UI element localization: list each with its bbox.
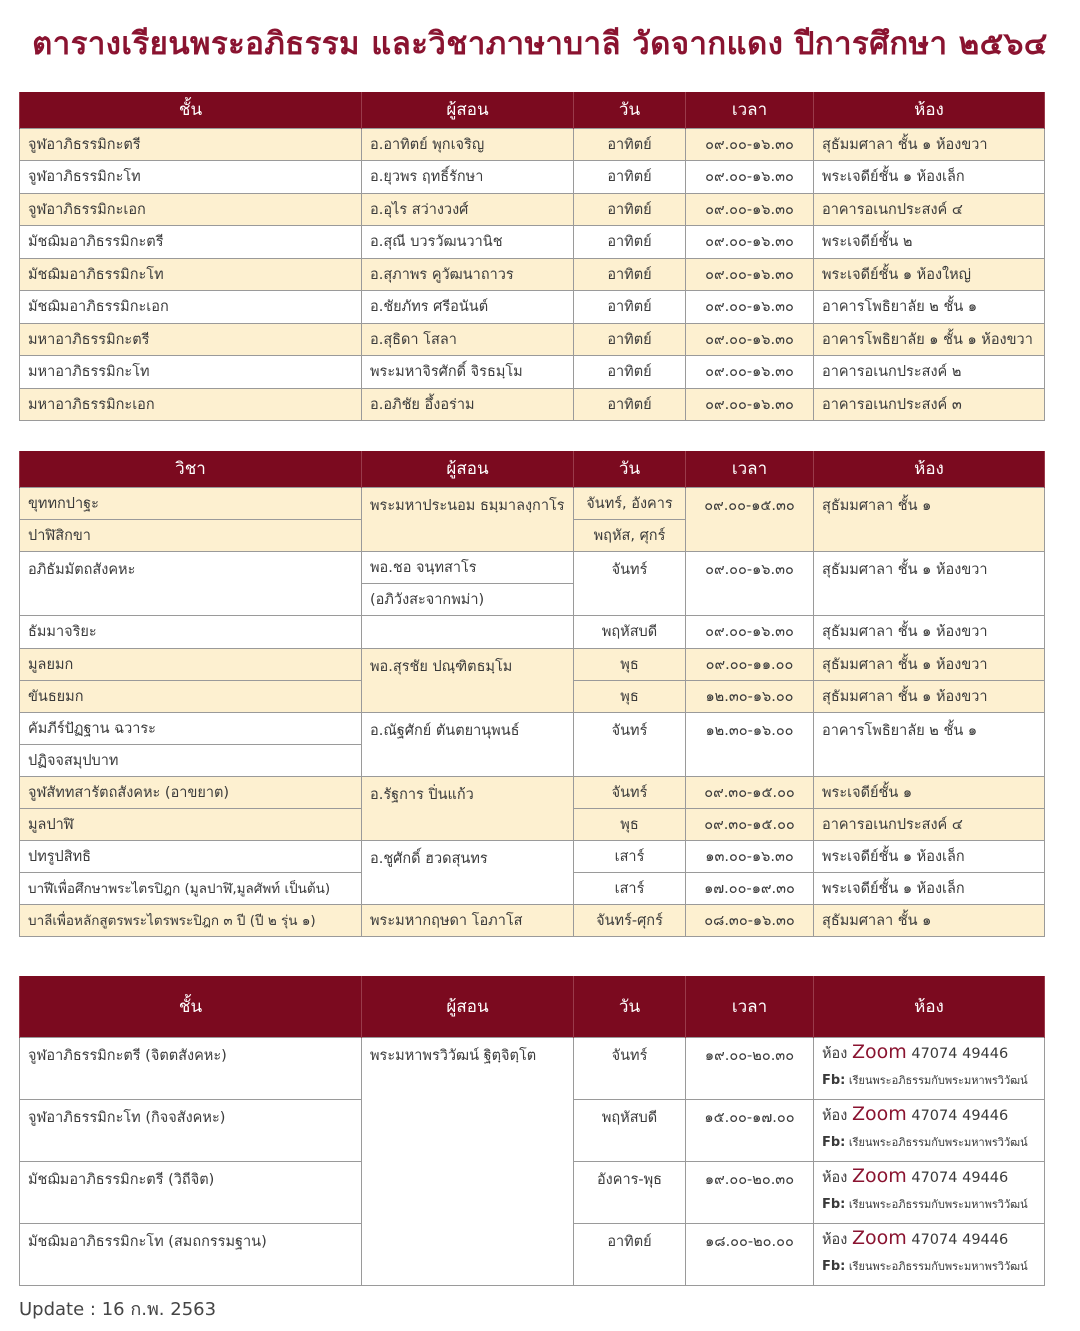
facebook-label: Fb: bbox=[822, 1072, 846, 1088]
column-header-day: วัน bbox=[574, 451, 686, 487]
column-header-day: วัน bbox=[574, 976, 686, 1037]
day-cell: จันทร์ bbox=[574, 1037, 686, 1099]
day-cell: อาทิตย์ bbox=[574, 128, 686, 161]
room-cell bbox=[814, 1037, 1045, 1099]
time-cell: ๐๙.๐๐-๑๖.๓๐ bbox=[686, 551, 814, 615]
room-cell bbox=[814, 1099, 1045, 1161]
level-cell: มหาอาภิธรรมิกะโท bbox=[20, 356, 362, 389]
day-cell: จันทร์ bbox=[574, 712, 686, 776]
level-cell: มัชฌิมอาภิธรรมิกะตรี (วิถีจิต) bbox=[20, 1161, 362, 1223]
teacher-cell: อ.ชัยภัทร ศรีอนันต์ bbox=[362, 291, 574, 324]
time-cell: ๐๙.๐๐-๑๖.๓๐ bbox=[686, 161, 814, 194]
day-cell: อาทิตย์ bbox=[574, 193, 686, 226]
teacher-cell: อ.สุณี บวรวัฒนวานิช bbox=[362, 226, 574, 259]
column-header-room: ห้อง bbox=[814, 92, 1045, 128]
time-cell: ๑๓.๐๐-๑๖.๓๐ bbox=[686, 840, 814, 872]
teacher-cell: อ.ชูศักดิ์ ฮวดสุนทร bbox=[362, 840, 574, 904]
table-row bbox=[20, 776, 1045, 808]
table-row bbox=[20, 551, 1045, 583]
room-cell: พระเจดีย์ชั้น ๒ bbox=[814, 226, 1045, 259]
column-header-time: เวลา bbox=[686, 976, 814, 1037]
day-cell: จันทร์, อังคาร bbox=[574, 487, 686, 519]
teacher-cell: พอ.ชอ จนฺทสาโร bbox=[362, 551, 574, 583]
room-cell: สุธัมมศาลา ชั้น ๑ bbox=[814, 904, 1045, 936]
day-cell: พฤหัสบดี bbox=[574, 615, 686, 648]
subject-cell: มูลยมก bbox=[20, 648, 362, 680]
room-cell bbox=[814, 1161, 1045, 1223]
column-header-teacher: ผู้สอน bbox=[362, 92, 574, 128]
teacher-cell: พอ.สุรชัย ปณฺฑิตธมฺโม bbox=[362, 648, 574, 712]
time-cell: ๐๙.๓๐-๑๕.๐๐ bbox=[686, 776, 814, 808]
room-cell: สุธัมมศาลา ชั้น ๑ bbox=[814, 487, 1045, 551]
table-row bbox=[20, 161, 1045, 194]
time-cell: ๐๘.๓๐-๑๖.๓๐ bbox=[686, 904, 814, 936]
level-cell: มัชฌิมอาภิธรรมิกะเอก bbox=[20, 291, 362, 324]
room-cell: สุธัมมศาลา ชั้น ๑ ห้องขวา bbox=[814, 615, 1045, 648]
table-row bbox=[20, 840, 1045, 872]
zoom-room-line bbox=[822, 1041, 1036, 1065]
room-cell: อาคารโพธิยาลัย ๒ ชั้น ๑ bbox=[814, 291, 1045, 324]
teacher-cell: อ.ยุวพร ฤทธิ์รักษา bbox=[362, 161, 574, 194]
level-cell: จูฬอาภิธรรมิกะตรี (จิตตสังคหะ) bbox=[20, 1037, 362, 1099]
zoom-room-line bbox=[822, 1165, 1036, 1189]
facebook-line bbox=[822, 1071, 1036, 1089]
subject-cell: ปฏิจจสมุปบาท bbox=[20, 744, 362, 776]
table-row bbox=[20, 356, 1045, 389]
online-schedule-table bbox=[19, 976, 1045, 1286]
table-row bbox=[20, 615, 1045, 648]
facebook-page-name[interactable]: เรียนพระอภิธรรมกับพระมหาพรวิวัฒน์ bbox=[848, 1073, 1028, 1087]
level-cell: มหาอาภิธรรมิกะตรี bbox=[20, 323, 362, 356]
time-cell: ๐๙.๐๐-๑๖.๓๐ bbox=[686, 226, 814, 259]
day-cell: อาทิตย์ bbox=[574, 323, 686, 356]
room-cell: สุธัมมศาลา ชั้น ๑ ห้องขวา bbox=[814, 648, 1045, 680]
day-cell: อาทิตย์ bbox=[574, 388, 686, 421]
page-title: ตารางเรียนพระอภิธรรม และวิชาภาษาบาลี วัดจากแดง ปีการศึกษา ๒๕๖๔ bbox=[32, 26, 1048, 62]
time-cell: ๑๙.๐๐-๒๐.๓๐ bbox=[686, 1161, 814, 1223]
level-cell: จูฬอาภิธรรมิกะโท (กิจจสังคหะ) bbox=[20, 1099, 362, 1161]
teacher-cell: อ.อุไร สว่างวงศ์ bbox=[362, 193, 574, 226]
teacher-cell bbox=[362, 615, 574, 648]
teacher-cell: พระมหาจิรศักดิ์ จิรธมฺโม bbox=[362, 356, 574, 389]
room-cell: สุธัมมศาลา ชั้น ๑ ห้องขวา bbox=[814, 128, 1045, 161]
time-cell: ๐๙.๐๐-๑๖.๓๐ bbox=[686, 323, 814, 356]
level-cell: จูฬอาภิธรรมิกะเอก bbox=[20, 193, 362, 226]
table-row bbox=[20, 128, 1045, 161]
level-cell: จูฬอาภิธรรมิกะตรี bbox=[20, 128, 362, 161]
day-cell: จันทร์ bbox=[574, 776, 686, 808]
table-row bbox=[20, 193, 1045, 226]
room-cell bbox=[814, 1223, 1045, 1285]
day-cell: พฤหัส, ศุกร์ bbox=[574, 519, 686, 551]
teacher-cell: อ.สุภาพร คูวัฒนาถาวร bbox=[362, 258, 574, 291]
room-cell: อาคารโพธิยาลัย ๑ ชั้น ๑ ห้องขวา bbox=[814, 323, 1045, 356]
teacher-cell: อ.อภิชัย อึ้งอร่าม bbox=[362, 388, 574, 421]
day-cell: อาทิตย์ bbox=[574, 1223, 686, 1285]
table-row bbox=[20, 487, 1045, 519]
room-cell: อาคารอเนกประสงค์ ๔ bbox=[814, 193, 1045, 226]
subject-cell: บาลีเพื่อหลักสูตรพระไตรพระปิฎก ๓ ปี (ปี ๒ รุ่น ๑) bbox=[20, 904, 362, 936]
time-cell: ๐๙.๐๐-๑๖.๓๐ bbox=[686, 291, 814, 324]
time-cell: ๐๙.๐๐-๑๖.๓๐ bbox=[686, 615, 814, 648]
teacher-cell: อ.สุธิดา โสลา bbox=[362, 323, 574, 356]
subject-cell: ขันธยมก bbox=[20, 680, 362, 712]
time-cell: ๐๙.๓๐-๑๕.๐๐ bbox=[686, 808, 814, 840]
day-cell: จันทร์ bbox=[574, 551, 686, 615]
facebook-label: Fb: bbox=[822, 1196, 846, 1212]
facebook-page-name[interactable]: เรียนพระอภิธรรมกับพระมหาพรวิวัฒน์ bbox=[848, 1197, 1028, 1211]
time-cell: ๑๗.๐๐-๑๙.๓๐ bbox=[686, 872, 814, 904]
column-header-teacher: ผู้สอน bbox=[362, 451, 574, 487]
room-prefix: ห้อง bbox=[822, 1169, 848, 1186]
day-cell: พุธ bbox=[574, 648, 686, 680]
zoom-label: Zoom bbox=[851, 1226, 907, 1249]
subject-cell: บาฬีเพื่อศึกษาพระไตรปิฎก (มูลปาฬิ,มูลศัพท์ เป็นต้น) bbox=[20, 872, 362, 904]
room-cell: พระเจดีย์ชั้น ๑ ห้องเล็ก bbox=[814, 840, 1045, 872]
column-header-day: วัน bbox=[574, 92, 686, 128]
facebook-line bbox=[822, 1257, 1036, 1275]
time-cell: ๐๙.๐๐-๑๕.๓๐ bbox=[686, 487, 814, 551]
zoom-meeting-id[interactable]: 47074 49446 bbox=[911, 1231, 1009, 1248]
facebook-label: Fb: bbox=[822, 1134, 846, 1150]
subject-cell: ขุททกปาฐะ bbox=[20, 487, 362, 519]
column-header-teacher: ผู้สอน bbox=[362, 976, 574, 1037]
day-cell: อาทิตย์ bbox=[574, 161, 686, 194]
update-note: Update : 16 ก.พ. 2563 bbox=[19, 1299, 217, 1320]
table-row bbox=[20, 388, 1045, 421]
zoom-room-line bbox=[822, 1227, 1036, 1251]
column-header-time: เวลา bbox=[686, 451, 814, 487]
table-row bbox=[20, 1037, 1045, 1099]
room-cell: อาคารอเนกประสงค์ ๒ bbox=[814, 356, 1045, 389]
level-cell: มัชฌิมอาภิธรรมิกะโท bbox=[20, 258, 362, 291]
subject-cell: คัมภีร์ปัฏฐาน ฉวาระ bbox=[20, 712, 362, 744]
day-cell: เสาร์ bbox=[574, 840, 686, 872]
day-cell: พฤหัสบดี bbox=[574, 1099, 686, 1161]
room-cell: พระเจดีย์ชั้น ๑ ห้องใหญ่ bbox=[814, 258, 1045, 291]
room-cell: อาคารโพธิยาลัย ๒ ชั้น ๑ bbox=[814, 712, 1045, 776]
time-cell: ๑๒.๓๐-๑๖.๐๐ bbox=[686, 680, 814, 712]
pali-schedule-table bbox=[19, 451, 1045, 937]
day-cell: จันทร์-ศุกร์ bbox=[574, 904, 686, 936]
day-cell: อังคาร-พุธ bbox=[574, 1161, 686, 1223]
teacher-cell: (อภิวังสะจากพม่า) bbox=[362, 583, 574, 615]
subject-cell: มูลปาฬิ bbox=[20, 808, 362, 840]
level-cell: มัชฌิมอาภิธรรมิกะตรี bbox=[20, 226, 362, 259]
subject-cell: อภิธัมมัตถสังคหะ bbox=[20, 551, 362, 615]
table-row bbox=[20, 712, 1045, 744]
time-cell: ๐๙.๐๐-๑๑.๐๐ bbox=[686, 648, 814, 680]
column-header-level: ชั้น bbox=[20, 92, 362, 128]
day-cell: พุธ bbox=[574, 808, 686, 840]
teacher-cell: อ.รัฐการ ปิ่นแก้ว bbox=[362, 776, 574, 840]
zoom-room-line bbox=[822, 1103, 1036, 1127]
facebook-page-name[interactable]: เรียนพระอภิธรรมกับพระมหาพรวิวัฒน์ bbox=[848, 1259, 1028, 1273]
teacher-cell: อ.ณัฐศักย์ ตันตยานุพนธ์ bbox=[362, 712, 574, 776]
room-cell: พระเจดีย์ชั้น ๑ ห้องเล็ก bbox=[814, 161, 1045, 194]
facebook-page-name[interactable]: เรียนพระอภิธรรมกับพระมหาพรวิวัฒน์ bbox=[848, 1135, 1028, 1149]
column-header-time: เวลา bbox=[686, 92, 814, 128]
day-cell: อาทิตย์ bbox=[574, 356, 686, 389]
subject-cell: จูฬสัททสารัตถสังคหะ (อาขยาต) bbox=[20, 776, 362, 808]
time-cell: ๐๙.๐๐-๑๖.๓๐ bbox=[686, 356, 814, 389]
abhidhamma-schedule-table bbox=[19, 92, 1045, 421]
level-cell: มหาอาภิธรรมิกะเอก bbox=[20, 388, 362, 421]
subject-cell: ธัมมาจริยะ bbox=[20, 615, 362, 648]
table-row bbox=[20, 904, 1045, 936]
facebook-line bbox=[822, 1195, 1036, 1213]
zoom-meeting-id[interactable]: 47074 49446 bbox=[911, 1169, 1009, 1186]
room-cell: อาคารอเนกประสงค์ ๔ bbox=[814, 808, 1045, 840]
time-cell: ๐๙.๐๐-๑๖.๓๐ bbox=[686, 193, 814, 226]
column-header-level: ชั้น bbox=[20, 976, 362, 1037]
level-cell: จูฬอาภิธรรมิกะโท bbox=[20, 161, 362, 194]
zoom-meeting-id[interactable]: 47074 49446 bbox=[911, 1107, 1009, 1124]
day-cell: อาทิตย์ bbox=[574, 226, 686, 259]
time-cell: ๐๙.๐๐-๑๖.๓๐ bbox=[686, 258, 814, 291]
time-cell: ๐๙.๐๐-๑๖.๓๐ bbox=[686, 128, 814, 161]
time-cell: ๑๕.๐๐-๑๗.๐๐ bbox=[686, 1099, 814, 1161]
room-prefix: ห้อง bbox=[822, 1107, 848, 1124]
teacher-cell: พระมหากฤษดา โอภาโส bbox=[362, 904, 574, 936]
time-cell: ๑๒.๓๐-๑๖.๐๐ bbox=[686, 712, 814, 776]
time-cell: ๑๘.๐๐-๒๐.๐๐ bbox=[686, 1223, 814, 1285]
table-row bbox=[20, 648, 1045, 680]
teacher-cell: พระมหาพรวิวัฒน์ ฐิตฺจิตฺโต bbox=[362, 1037, 574, 1285]
room-cell: สุธัมมศาลา ชั้น ๑ ห้องขวา bbox=[814, 551, 1045, 615]
room-cell: สุธัมมศาลา ชั้น ๑ ห้องขวา bbox=[814, 680, 1045, 712]
table-row bbox=[20, 291, 1045, 324]
column-header-room: ห้อง bbox=[814, 451, 1045, 487]
zoom-label: Zoom bbox=[851, 1164, 907, 1187]
day-cell: อาทิตย์ bbox=[574, 291, 686, 324]
facebook-line bbox=[822, 1133, 1036, 1151]
room-prefix: ห้อง bbox=[822, 1045, 848, 1062]
column-header-room: ห้อง bbox=[814, 976, 1045, 1037]
table-row bbox=[20, 226, 1045, 259]
zoom-meeting-id[interactable]: 47074 49446 bbox=[911, 1045, 1009, 1062]
subject-cell: ปทรูปสิทธิ bbox=[20, 840, 362, 872]
teacher-cell: อ.อาทิตย์ พุกเจริญ bbox=[362, 128, 574, 161]
table-row bbox=[20, 323, 1045, 356]
room-cell: พระเจดีย์ชั้น ๑ ห้องเล็ก bbox=[814, 872, 1045, 904]
table-row bbox=[20, 258, 1045, 291]
subject-cell: ปาฬิสิกขา bbox=[20, 519, 362, 551]
room-prefix: ห้อง bbox=[822, 1231, 848, 1248]
day-cell: เสาร์ bbox=[574, 872, 686, 904]
time-cell: ๐๙.๐๐-๑๖.๓๐ bbox=[686, 388, 814, 421]
level-cell: มัชฌิมอาภิธรรมิกะโท (สมถกรรมฐาน) bbox=[20, 1223, 362, 1285]
zoom-label: Zoom bbox=[851, 1040, 907, 1063]
room-cell: พระเจดีย์ชั้น ๑ bbox=[814, 776, 1045, 808]
column-header-subject: วิชา bbox=[20, 451, 362, 487]
time-cell: ๑๙.๐๐-๒๐.๓๐ bbox=[686, 1037, 814, 1099]
day-cell: อาทิตย์ bbox=[574, 258, 686, 291]
zoom-label: Zoom bbox=[851, 1102, 907, 1125]
facebook-label: Fb: bbox=[822, 1258, 846, 1274]
teacher-cell: พระมหาประนอม ธมฺมาลงฺกาโร bbox=[362, 487, 574, 551]
day-cell: พุธ bbox=[574, 680, 686, 712]
room-cell: อาคารอเนกประสงค์ ๓ bbox=[814, 388, 1045, 421]
